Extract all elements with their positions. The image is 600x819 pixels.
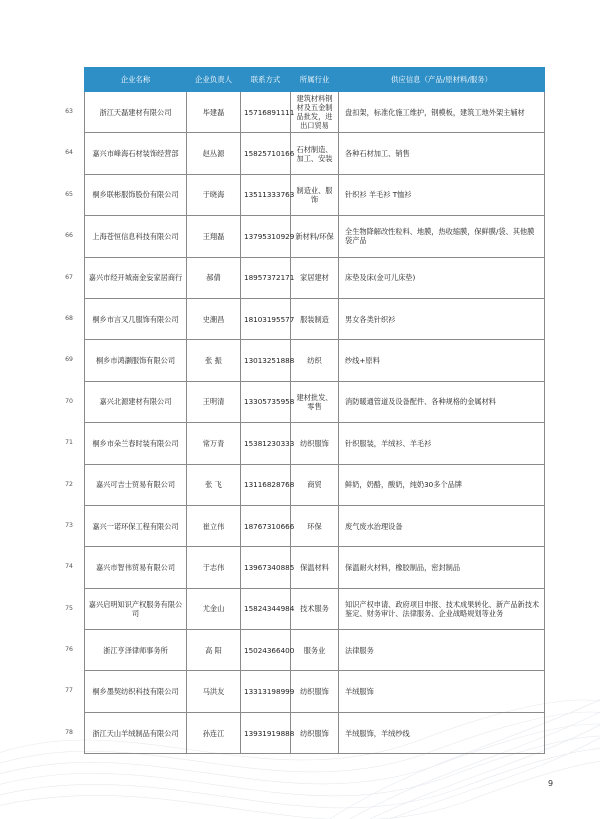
cell-person: 马洪友	[187, 671, 241, 712]
table-row	[85, 133, 545, 174]
cell-person: 崔立伟	[187, 505, 241, 546]
table-row	[85, 505, 545, 546]
cell-person: 赵丛源	[187, 133, 241, 174]
cell-company: 嘉兴北源建材有限公司	[85, 381, 187, 422]
cell-supply: 男女各类针织衫	[339, 298, 545, 339]
cell-industry: 新材料/环保	[291, 216, 339, 257]
cell-industry: 家居建材	[291, 257, 339, 298]
table-row	[85, 712, 545, 753]
cell-person: 张 飞	[187, 464, 241, 505]
header-contact: 联系方式	[241, 68, 291, 92]
cell-supply: 针织衫 羊毛衫 T恤衫	[339, 174, 545, 215]
cell-person: 于晓海	[187, 174, 241, 215]
row-number: 70	[65, 397, 73, 405]
cell-supply: 鲜奶，奶酪，酸奶，纯奶30多个品牌	[339, 464, 545, 505]
cell-contact: 15381230333	[241, 423, 291, 464]
cell-industry: 纺织	[291, 340, 339, 381]
cell-company: 桐乡墨契纺织科技有限公司	[85, 671, 187, 712]
cell-person: 史潮昌	[187, 298, 241, 339]
cell-contact: 15824344984	[241, 588, 291, 629]
cell-supply: 法律服务	[339, 630, 545, 671]
cell-industry: 纺织服饰	[291, 423, 339, 464]
cell-supply: 各种石材加工、销售	[339, 133, 545, 174]
row-number: 72	[65, 480, 73, 488]
cell-supply: 纱线+原料	[339, 340, 545, 381]
cell-person: 孙连江	[187, 712, 241, 753]
cell-company: 嘉兴可吉士贸易有限公司	[85, 464, 187, 505]
row-number: 71	[65, 438, 73, 446]
cell-company: 桐乡市鸿灏服饰有限公司	[85, 340, 187, 381]
cell-person: 张 振	[187, 340, 241, 381]
page-number: 9	[548, 779, 554, 788]
cell-supply: 羊绒服饰，羊绒纱线	[339, 712, 545, 753]
table-row	[85, 588, 545, 629]
table-row	[85, 547, 545, 588]
cell-contact: 15716891111	[241, 92, 291, 133]
table-row	[85, 298, 545, 339]
cell-supply: 针织服装，羊绒衫、羊毛衫	[339, 423, 545, 464]
table-header-row	[85, 68, 545, 92]
cell-contact: 18103195577	[241, 298, 291, 339]
row-number: 66	[65, 231, 73, 239]
cell-person: 常万青	[187, 423, 241, 464]
row-number: 63	[65, 107, 73, 115]
cell-company: 桐乡市言又几服饰有限公司	[85, 298, 187, 339]
row-number: 75	[65, 604, 73, 612]
cell-industry: 纺织服饰	[291, 712, 339, 753]
header-company: 企业名称	[85, 68, 187, 92]
cell-contact: 13511333763	[241, 174, 291, 215]
row-number: 69	[65, 355, 73, 363]
cell-person: 高 阳	[187, 630, 241, 671]
table-row	[85, 630, 545, 671]
cell-supply: 保温耐火材料，橡胶制品，密封制品	[339, 547, 545, 588]
cell-contact: 13013251888	[241, 340, 291, 381]
cell-person: 郝倩	[187, 257, 241, 298]
header-person: 企业负责人	[187, 68, 241, 92]
cell-contact: 15024366400	[241, 630, 291, 671]
header-industry: 所属行业	[291, 68, 339, 92]
cell-contact: 13931919888	[241, 712, 291, 753]
cell-contact: 18767310666	[241, 505, 291, 546]
cell-contact: 13305735958	[241, 381, 291, 422]
cell-company: 浙江亨泽律师事务所	[85, 630, 187, 671]
row-number: 77	[65, 686, 73, 694]
cell-industry: 石材制造、加工、安装	[291, 133, 339, 174]
cell-contact: 18957372171	[241, 257, 291, 298]
cell-person: 王翔磊	[187, 216, 241, 257]
cell-company: 嘉兴市峰海石材装饰经营部	[85, 133, 187, 174]
cell-contact: 13116828768	[241, 464, 291, 505]
table-row	[85, 464, 545, 505]
cell-supply: 全生物降解改性粒料、地膜，热收缩膜，保鲜膜/袋、其他膜袋产品	[339, 216, 545, 257]
table-row	[85, 216, 545, 257]
cell-person: 于志伟	[187, 547, 241, 588]
row-number: 65	[65, 190, 73, 198]
table-row	[85, 92, 545, 133]
cell-contact: 13313198999	[241, 671, 291, 712]
cell-industry: 保温材料	[291, 547, 339, 588]
cell-industry: 建筑材料钢材及五金制品批发，进出口贸易	[291, 92, 339, 133]
row-number: 67	[65, 273, 73, 281]
cell-person: 毕建磊	[187, 92, 241, 133]
table-row	[85, 671, 545, 712]
cell-company: 嘉兴一诺环保工程有限公司	[85, 505, 187, 546]
cell-industry: 环保	[291, 505, 339, 546]
cell-contact: 13967340885	[241, 547, 291, 588]
cell-company: 桐乡市朵兰春时装有限公司	[85, 423, 187, 464]
table-row	[85, 174, 545, 215]
supply-info-table	[84, 67, 545, 754]
cell-supply: 废气废水治理设备	[339, 505, 545, 546]
cell-supply: 羊绒服饰	[339, 671, 545, 712]
cell-industry: 商贸	[291, 464, 339, 505]
cell-company: 上海苍恒信息科技有限公司	[85, 216, 187, 257]
row-number: 74	[65, 562, 73, 570]
cell-company: 桐乡联彬服饰股份有限公司	[85, 174, 187, 215]
table-row	[85, 340, 545, 381]
row-number: 76	[65, 645, 73, 653]
cell-supply: 盘扣架，标准化施工维护，钢模板，建筑工地外架主辅材	[339, 92, 545, 133]
row-number: 68	[65, 314, 73, 322]
cell-supply: 床垫及床(金可儿床垫)	[339, 257, 545, 298]
cell-company: 嘉兴市智伟贸易有限公司	[85, 547, 187, 588]
cell-industry: 技术服务	[291, 588, 339, 629]
cell-contact: 13795310929	[241, 216, 291, 257]
table-row	[85, 257, 545, 298]
header-supply: 供应信息（产品/原材料/服务）	[339, 68, 545, 92]
table-row	[85, 423, 545, 464]
cell-supply: 消防暖通管道及设备配件、各种规格的金属材料	[339, 381, 545, 422]
cell-industry: 服务业	[291, 630, 339, 671]
cell-industry: 服装制造	[291, 298, 339, 339]
cell-industry: 建材批发、零售	[291, 381, 339, 422]
cell-industry: 制造业、服饰	[291, 174, 339, 215]
cell-company: 嘉兴市经开城南金妄家居商行	[85, 257, 187, 298]
row-number: 73	[65, 521, 73, 529]
cell-person: 尤金山	[187, 588, 241, 629]
cell-supply: 知识产权申请、政府项目申报、技术成果转化、新产品新技术鉴定、财务审计、法律服务、企业战略规划等业务	[339, 588, 545, 629]
cell-company: 嘉兴启明知识产权服务有限公司	[85, 588, 187, 629]
cell-company: 浙江天山羊绒制品有限公司	[85, 712, 187, 753]
cell-industry: 纺织服饰	[291, 671, 339, 712]
cell-company: 浙江天磊建材有限公司	[85, 92, 187, 133]
row-number: 78	[65, 728, 73, 736]
cell-contact: 15825710166	[241, 133, 291, 174]
row-number: 64	[65, 148, 73, 156]
table-row	[85, 381, 545, 422]
cell-person: 王明清	[187, 381, 241, 422]
